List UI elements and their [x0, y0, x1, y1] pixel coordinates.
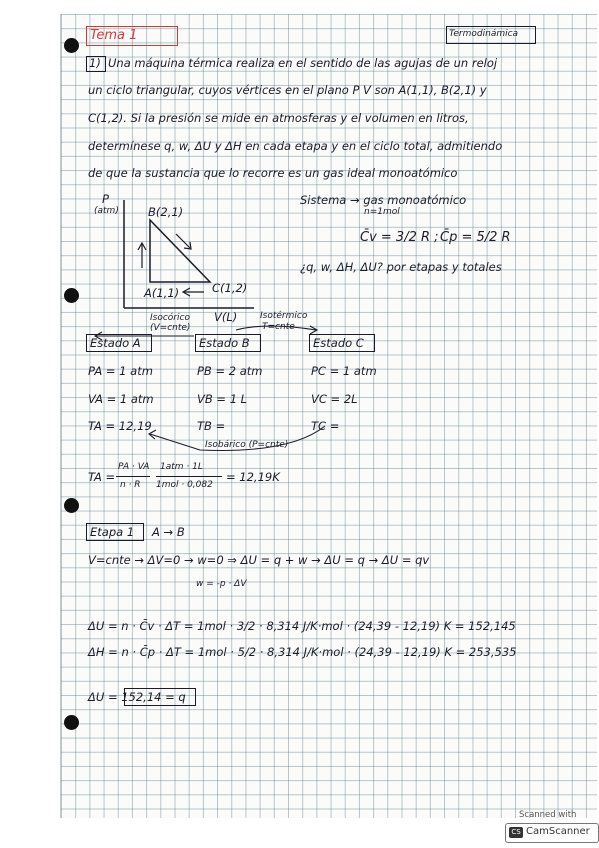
isobaric-label: Isobárico (P=cnte)	[205, 440, 289, 450]
ta-denominator-values: 1mol · 0,082	[156, 480, 213, 490]
y-axis-unit: (atm)	[94, 206, 119, 216]
problem-line: Una máquina térmica realiza en el sentido de las agujas de un reloj	[108, 56, 498, 70]
fraction-bar	[156, 476, 222, 477]
problem-line: determínese q, w, ΔU y ΔH en cada etapa y en el ciclo total, admitiendo	[88, 139, 503, 153]
point-a-label: A(1,1)	[144, 286, 180, 300]
state-c-temperature: TC =	[311, 419, 340, 433]
cs-icon: CS	[509, 827, 523, 838]
delta-h-calculation: ΔH = n · C̄p · ΔT = 1mol · 5/2 · 8,314 J/K·mol · (24,39 - 12,19) K = 253,535	[88, 645, 517, 659]
isocoric-condition: (V=cnte)	[150, 323, 191, 333]
camscanner-logo	[505, 823, 599, 843]
isobaric-arrow	[140, 420, 340, 456]
binder-hole	[64, 38, 79, 53]
system-line: Sistema → gas monoatómico	[300, 193, 467, 207]
etapa-1-transition: A → B	[152, 525, 185, 539]
subject-label: Termodinámica	[449, 29, 519, 39]
state-b-pressure: PB = 2 atm	[197, 364, 263, 378]
state-a-label: Estado A	[90, 336, 141, 350]
state-b-temperature: TB =	[197, 419, 226, 433]
delta-u-calculation: ΔU = n · C̄v · ΔT = 1mol · 3/2 · 8,314 J/K·mol · (24,39 - 12,19) K = 152,145	[88, 619, 516, 633]
binder-hole	[64, 498, 79, 513]
tema-label: Tema 1	[90, 28, 138, 43]
ta-numerator: PA · VA	[118, 462, 150, 472]
cv-formula: C̄v = 3/2 R ;	[360, 230, 439, 245]
ta-denominator: n · R	[120, 480, 141, 490]
state-b-volume: VB = 1 L	[197, 392, 248, 406]
system-moles: n=1mol	[364, 207, 400, 217]
binder-hole	[64, 288, 79, 303]
problem-number: 1)	[89, 56, 101, 70]
isocoric-label: Isocórico	[150, 313, 190, 323]
x-axis-label: V(L)	[214, 310, 238, 324]
result-box	[124, 688, 196, 706]
binder-hole	[64, 715, 79, 730]
diag-arrow	[176, 234, 190, 248]
cp-formula: C̄p = 5/2 R	[440, 230, 511, 245]
fraction-bar	[116, 476, 150, 477]
work-definition: w = -p · ΔV	[196, 579, 247, 589]
state-b-label: Estado B	[199, 336, 250, 350]
point-c-label: C(1,2)	[212, 281, 248, 295]
etapa-1-label: Etapa 1	[90, 525, 135, 539]
state-a-pressure: PA = 1 atm	[88, 364, 153, 378]
problem-line: un ciclo triangular, cuyos vértices en el plano P V son A(1,1), B(2,1) y	[88, 83, 487, 97]
ta-numerator-values: 1atm · 1L	[160, 462, 203, 472]
ta-result: = 12,19K	[226, 470, 280, 484]
system-question: ¿q, w, ΔH, ΔU? por etapas y totales	[300, 260, 502, 274]
state-c-volume: VC = 2L	[311, 392, 358, 406]
cycle-triangle	[150, 220, 210, 282]
ta-lhs: TA =	[88, 470, 116, 484]
camscanner-badge	[505, 810, 597, 842]
state-a-temperature: TA = 12,19	[88, 419, 152, 433]
etapa-1-reasoning: V=cnte → ΔV=0 → w=0 ⇒ ΔU = q + w → ΔU = q → ΔU = qv	[88, 553, 430, 567]
point-b-label: B(2,1)	[148, 205, 184, 219]
state-c-label: Estado C	[313, 336, 364, 350]
isothermal-label: Isotérmico	[260, 311, 308, 321]
problem-line: de que la sustancia que lo recorre es un gas ideal monoatómico	[88, 166, 458, 180]
camscanner-name: CamScanner	[526, 826, 590, 837]
problem-line: C(1,2). Si la presión se mide en atmosferas y el volumen en litros,	[88, 111, 469, 125]
y-axis-label: P	[102, 192, 109, 206]
state-c-pressure: PC = 1 atm	[311, 364, 377, 378]
state-a-volume: VA = 1 atm	[88, 392, 154, 406]
isothermal-condition: T=cnte	[262, 322, 295, 332]
scanned-with-text: Scanned with	[519, 810, 577, 820]
etapa-1-result: ΔU = 152,14 = q	[88, 690, 186, 704]
